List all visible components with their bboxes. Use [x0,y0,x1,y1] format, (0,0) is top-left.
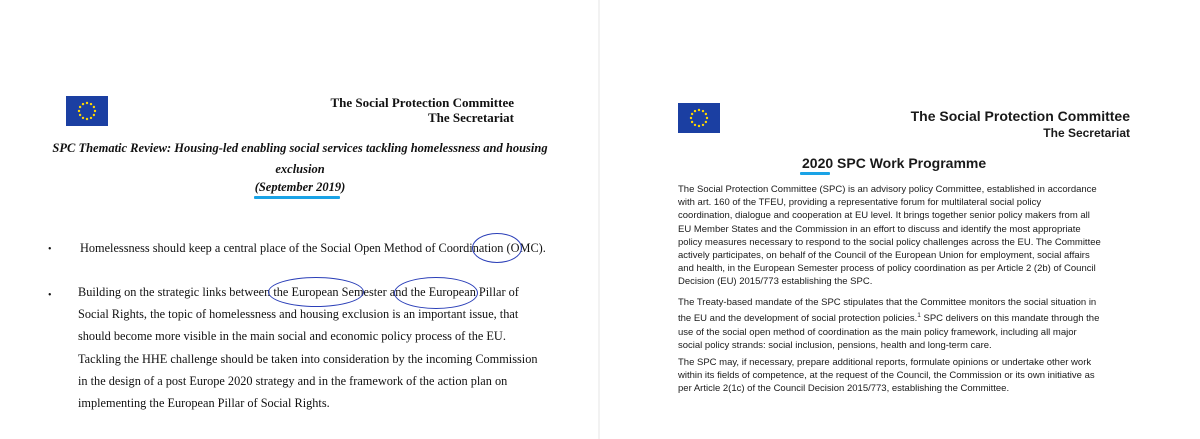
header-org-block [330,95,514,125]
bullet2-line1 [78,281,538,303]
paragraph-line: actively participates, on behalf of the Council of the European Union for employment, social affairs [678,250,1090,262]
paragraph-line [678,309,1130,325]
bullet1-text-after: . [542,241,546,255]
bullet1-text-before: Homelessness should keep a central place of the Social Open Method of Coordination [80,241,507,255]
bullet2-circled-european-semester: European Semester [291,285,387,299]
review-title [40,138,560,180]
paragraph-3 [678,356,1130,396]
bullet2-line1-part-c: of [505,285,519,299]
review-title-line1: SPC Thematic Review: Housing-led enabling social services tackling homelessness and housing [52,141,548,155]
paragraph-line: coordination, dialogue and cooperation at EU level. It brings together senior policy makers from all [678,210,1090,222]
bullet2-line1-part-a: Building on the strategic links between the [78,285,292,299]
review-title-line2: exclusion [275,162,325,176]
paragraph-line: policy measures necessary to respond to the social policy challenges across the EU. The Committee [678,236,1101,248]
bullet-marker: • [48,244,52,255]
paragraph-line: within its fields of competence, at the request of the Council, the Commission or its own initiative as [678,370,1095,382]
org-name: The Social Protection Committee [910,108,1130,124]
bullet2-line: in the design of a post Europe 2020 strategy and in the framework of the action plan on [78,373,508,388]
bullet2-circled-european-pillar: European Pillar [428,285,506,299]
paragraph-line: Decision (EU) 2015/773 establishing the SPC. [678,276,873,288]
bullet1-text [80,237,546,259]
paragraph-line: The Treaty-based mandate of the SPC stipulates that the Committee monitors the social situation in [678,297,1097,308]
bullet-marker: • [48,290,52,301]
org-name: The Social Protection Committee [330,95,514,110]
footnote-marker[interactable]: 1 [917,312,921,320]
paragraph-line: The Social Protection Committee (SPC) is an advisory policy Committee, established in accordance [678,184,1097,195]
bullet2-line: Tackling the HHE challenge should be taken into consideration by the incoming Commission [78,351,538,366]
review-date: (September 2019) [254,180,346,194]
paragraph-line: social policy strands: social inclusion, pensions, health and long-term care. [678,339,992,351]
bullet2-text [78,281,538,414]
bullet2-line: Social Rights, the topic of homelessness and housing exclusion is an important issue, that [78,307,519,322]
paragraph-1 [678,183,1130,289]
paragraph2-line2-part-a: the EU and the development of social protection policies. [678,313,918,325]
header-org-block [911,107,1130,141]
bullet1-circled-omc: (OMC) [506,241,543,255]
right-document-page [600,0,1200,439]
bullet2-line: implementing the European Pillar of Social Rights. [78,396,330,411]
paragraph-line: per Article 2(1c) of the Council Decision 2015/773, establishing the Committee. [678,383,1010,395]
paragraph-line: use of the social open method of coordination as the main policy framework, including all major [678,326,1077,338]
paragraph-line: and health, in the European Semester process of policy coordination as per Article 2 (2b) of Council [678,263,1096,275]
org-unit: The Secretariat [1043,126,1130,140]
paragraph2-line2-part-b: SPC delivers on this mandate through the [920,313,1100,325]
bullet2-line: should become more visible in the main social and economic policy process of the EU. [78,329,506,344]
paragraph-line: with art. 160 of the TFEU, providing a representative forum for multilateral social policy [678,197,1042,209]
programme-title: 2020 SPC Work Programme [802,155,987,171]
org-unit: The Secretariat [427,110,514,125]
paragraph-2 [678,296,1130,352]
eu-flag-icon [66,96,108,126]
paragraph-line: EU Member States and the Commission in an effort to discuss and identify the most appropriate [678,223,1081,235]
date-highlight-underline [254,196,340,199]
eu-flag-icon [678,103,720,133]
title-highlight-underline [800,172,830,175]
paragraph-line: The SPC may, if necessary, prepare additional reports, formulate opinions or undertake other work [678,357,1092,368]
bullet2-line1-part-b: and the [386,285,429,299]
